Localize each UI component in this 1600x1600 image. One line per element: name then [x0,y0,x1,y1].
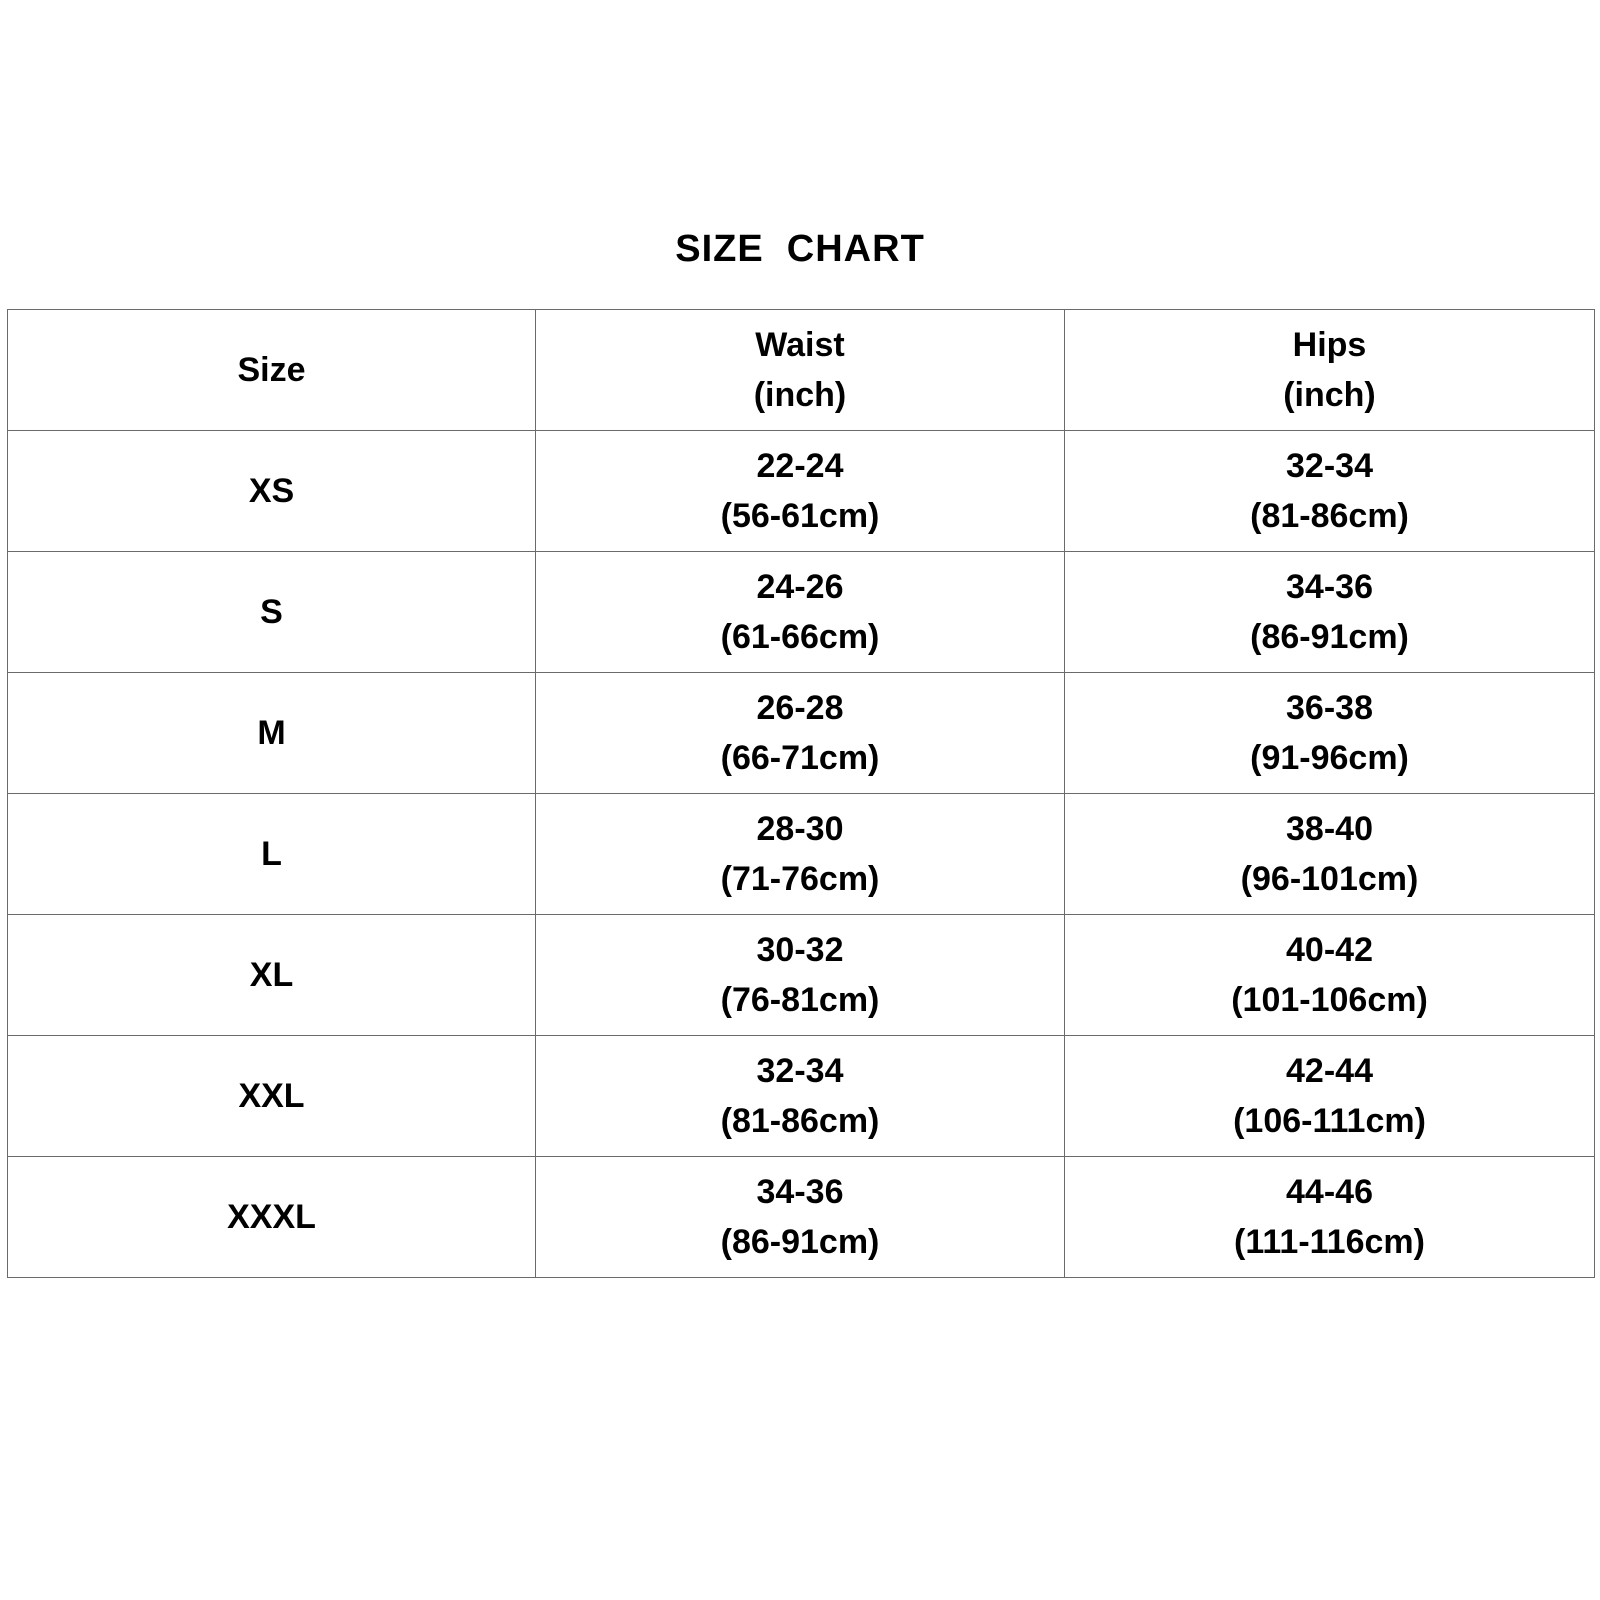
hips-cm: (86-91cm) [1250,618,1409,656]
waist-cell [536,431,1065,552]
hips-cell [1065,673,1595,794]
waist-cell [536,1157,1065,1278]
hips-cell [1065,1157,1595,1278]
size-value: XS [248,472,295,510]
size-value: XL [249,956,294,994]
table-row [8,794,1595,915]
hips-cm: (101-106cm) [1231,981,1428,1019]
header-hips-unit: (inch) [1283,376,1376,414]
size-cell [8,915,536,1036]
table-row [8,915,1595,1036]
table-row [8,673,1595,794]
waist-cm: (86-91cm) [720,1223,880,1261]
hips-cm: (81-86cm) [1250,497,1409,535]
table-row [8,1036,1595,1157]
waist-cell [536,915,1065,1036]
hips-cell [1065,1036,1595,1157]
hips-inch: 44-46 [1286,1173,1373,1211]
waist-cell [536,552,1065,673]
waist-cm: (56-61cm) [720,497,880,535]
waist-cm: (61-66cm) [720,618,880,656]
size-value: XXXL [227,1198,316,1236]
waist-cell [536,794,1065,915]
hips-cell [1065,431,1595,552]
header-size-label: Size [237,351,306,389]
hips-inch: 34-36 [1286,568,1373,606]
size-cell [8,431,536,552]
header-waist-label: Waist [755,326,845,364]
hips-cell [1065,915,1595,1036]
waist-cell [536,673,1065,794]
size-cell [8,1157,536,1278]
size-cell [8,1036,536,1157]
waist-inch: 24-26 [756,568,844,606]
hips-inch: 42-44 [1286,1052,1373,1090]
waist-inch: 34-36 [756,1173,844,1211]
hips-cm: (111-116cm) [1234,1223,1425,1261]
size-value: S [260,593,283,631]
hips-inch: 32-34 [1286,447,1373,485]
size-cell [8,552,536,673]
hips-cm: (106-111cm) [1233,1102,1426,1140]
size-cell [8,673,536,794]
size-chart-table [7,309,1595,1278]
hips-cm: (91-96cm) [1250,739,1409,777]
waist-inch: 22-24 [756,447,844,485]
header-hips-label: Hips [1292,326,1367,364]
table-header-row [8,310,1595,431]
waist-cm: (76-81cm) [720,981,880,1019]
waist-cm: (66-71cm) [720,739,880,777]
hips-inch: 36-38 [1286,689,1373,727]
waist-cm: (71-76cm) [720,860,880,898]
size-value: XXL [238,1077,305,1115]
hips-cell [1065,794,1595,915]
table-row [8,552,1595,673]
waist-inch: 26-28 [756,689,844,727]
size-value: L [261,835,282,873]
hips-cm: (96-101cm) [1240,860,1419,898]
size-value: M [257,714,286,752]
header-waist-unit: (inch) [753,376,847,414]
table-row [8,431,1595,552]
waist-inch: 28-30 [756,810,844,848]
header-hips [1065,310,1595,431]
header-waist [536,310,1065,431]
hips-inch: 38-40 [1286,810,1373,848]
hips-cell [1065,552,1595,673]
hips-inch: 40-42 [1286,931,1373,969]
waist-cell [536,1036,1065,1157]
waist-cm: (81-86cm) [720,1102,880,1140]
page-title: SIZE CHART [675,228,925,270]
header-size [8,310,536,431]
waist-inch: 32-34 [756,1052,844,1090]
table-row [8,1157,1595,1278]
waist-inch: 30-32 [756,931,844,969]
size-cell [8,794,536,915]
